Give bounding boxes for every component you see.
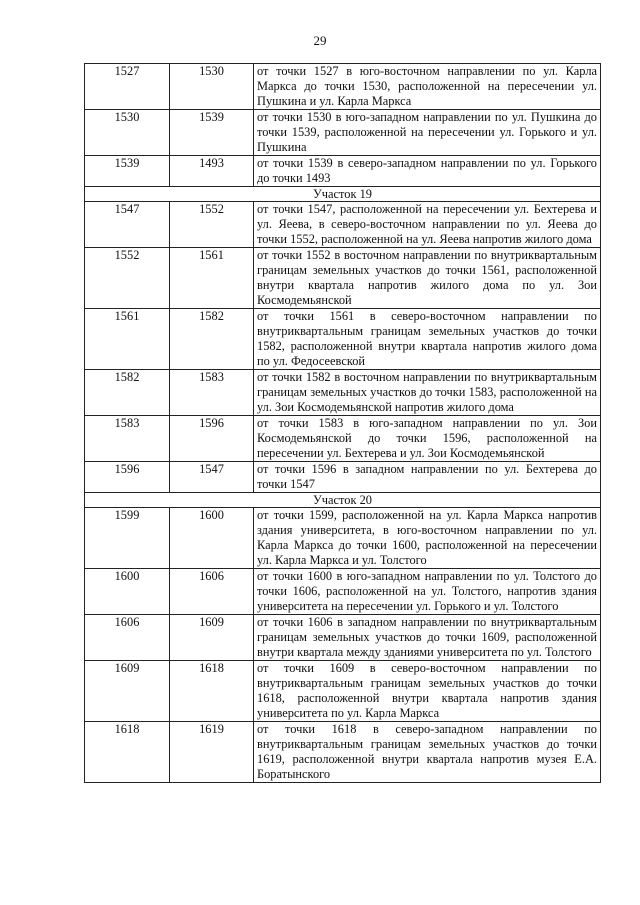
table-row	[85, 202, 601, 248]
point-from-cell: 1606	[85, 615, 170, 661]
route-description-cell: от точки 1599, расположенной на ул. Карла Маркса напротив здания университета, в юго-восточном направлении по ул. Карла Маркса до точки 1600, расположенной на пересечении ул. Карла Маркса и ул. Толстого	[254, 508, 601, 569]
boundary-table	[84, 63, 601, 783]
point-to-cell: 1618	[170, 661, 254, 722]
table-row	[85, 156, 601, 187]
table-row	[85, 370, 601, 416]
point-to-cell: 1547	[170, 462, 254, 493]
route-description-cell: от точки 1561 в северо-восточном направлении по внутриквартальным границам земельных участков до точки 1582, расположенной внутри квартала напротив жилого дома по ул. Федосеевской	[254, 309, 601, 370]
table-body	[85, 64, 601, 783]
point-from-cell: 1618	[85, 722, 170, 783]
point-to-cell: 1552	[170, 202, 254, 248]
table-row	[85, 722, 601, 783]
point-from-cell: 1530	[85, 110, 170, 156]
table-row	[85, 248, 601, 309]
table-row	[85, 615, 601, 661]
point-from-cell: 1609	[85, 661, 170, 722]
point-from-cell: 1583	[85, 416, 170, 462]
point-to-cell: 1600	[170, 508, 254, 569]
route-description-cell: от точки 1596 в западном направлении по ул. Бехтерева до точки 1547	[254, 462, 601, 493]
table-row	[85, 309, 601, 370]
table-row	[85, 110, 601, 156]
point-from-cell: 1582	[85, 370, 170, 416]
table-row	[85, 508, 601, 569]
point-to-cell: 1619	[170, 722, 254, 783]
point-to-cell: 1583	[170, 370, 254, 416]
point-to-cell: 1530	[170, 64, 254, 110]
section-title: Участок 20	[85, 493, 601, 508]
point-to-cell: 1539	[170, 110, 254, 156]
table-row	[85, 416, 601, 462]
point-from-cell: 1539	[85, 156, 170, 187]
point-to-cell: 1596	[170, 416, 254, 462]
table-row	[85, 569, 601, 615]
route-description-cell: от точки 1582 в восточном направлении по внутриквартальным границам земельных участков до точки 1583, расположенной на ул. Зои Космодемьянской напротив жилого дома	[254, 370, 601, 416]
route-description-cell: от точки 1618 в северо-западном направлении по внутриквартальным границам земельных участков до точки 1619, расположенной внутри квартала напротив музея Е.А. Боратынского	[254, 722, 601, 783]
point-from-cell: 1600	[85, 569, 170, 615]
point-to-cell: 1561	[170, 248, 254, 309]
route-description-cell: от точки 1606 в западном направлении по внутриквартальным границам земельных участков до точки 1609, расположенной внутри квартала между зданиями университета по ул. Толстого	[254, 615, 601, 661]
section-header-row	[85, 493, 601, 508]
point-from-cell: 1527	[85, 64, 170, 110]
section-title: Участок 19	[85, 187, 601, 202]
point-to-cell: 1582	[170, 309, 254, 370]
page-number: 29	[313, 33, 327, 48]
point-from-cell: 1547	[85, 202, 170, 248]
route-description-cell: от точки 1583 в юго-западном направлении по ул. Зои Космодемьянской до точки 1596, расположенной на пересечении ул. Бехтерева и ул. Зои Космодемьянской	[254, 416, 601, 462]
point-to-cell: 1609	[170, 615, 254, 661]
table-row	[85, 661, 601, 722]
section-header-row	[85, 187, 601, 202]
route-description-cell: от точки 1539 в северо-западном направлении по ул. Горького до точки 1493	[254, 156, 601, 187]
route-description-cell: от точки 1600 в юго-западном направлении по ул. Толстого до точки 1606, расположенной на ул. Толстого, напротив здания университета на пересечении ул. Горького и ул. Толстого	[254, 569, 601, 615]
point-from-cell: 1561	[85, 309, 170, 370]
point-to-cell: 1493	[170, 156, 254, 187]
route-description-cell: от точки 1547, расположенной на пересечении ул. Бехтерева и ул. Яеева, в северо-восточном направлении по ул. Яеева до точки 1552, расположенной на ул. Яеева напротив жилого дома	[254, 202, 601, 248]
table-row	[85, 64, 601, 110]
route-description-cell: от точки 1527 в юго-восточном направлении по ул. Карла Маркса до точки 1530, расположенной на пересечении ул. Пушкина и ул. Карла Маркса	[254, 64, 601, 110]
route-description-cell: от точки 1552 в восточном направлении по внутриквартальным границам земельных участков до точки 1561, расположенной внутри квартала напротив жилого дома по ул. Зои Космодемьянской	[254, 248, 601, 309]
point-from-cell: 1599	[85, 508, 170, 569]
table-row	[85, 462, 601, 493]
route-description-cell: от точки 1530 в юго-западном направлении по ул. Пушкина до точки 1539, расположенной на пересечении ул. Горького и ул. Пушкина	[254, 110, 601, 156]
route-description-cell: от точки 1609 в северо-восточном направлении по внутриквартальным границам земельных участков до точки 1618, расположенной внутри квартала напротив здания университета по ул. Карла Маркса	[254, 661, 601, 722]
point-from-cell: 1596	[85, 462, 170, 493]
point-from-cell: 1552	[85, 248, 170, 309]
point-to-cell: 1606	[170, 569, 254, 615]
